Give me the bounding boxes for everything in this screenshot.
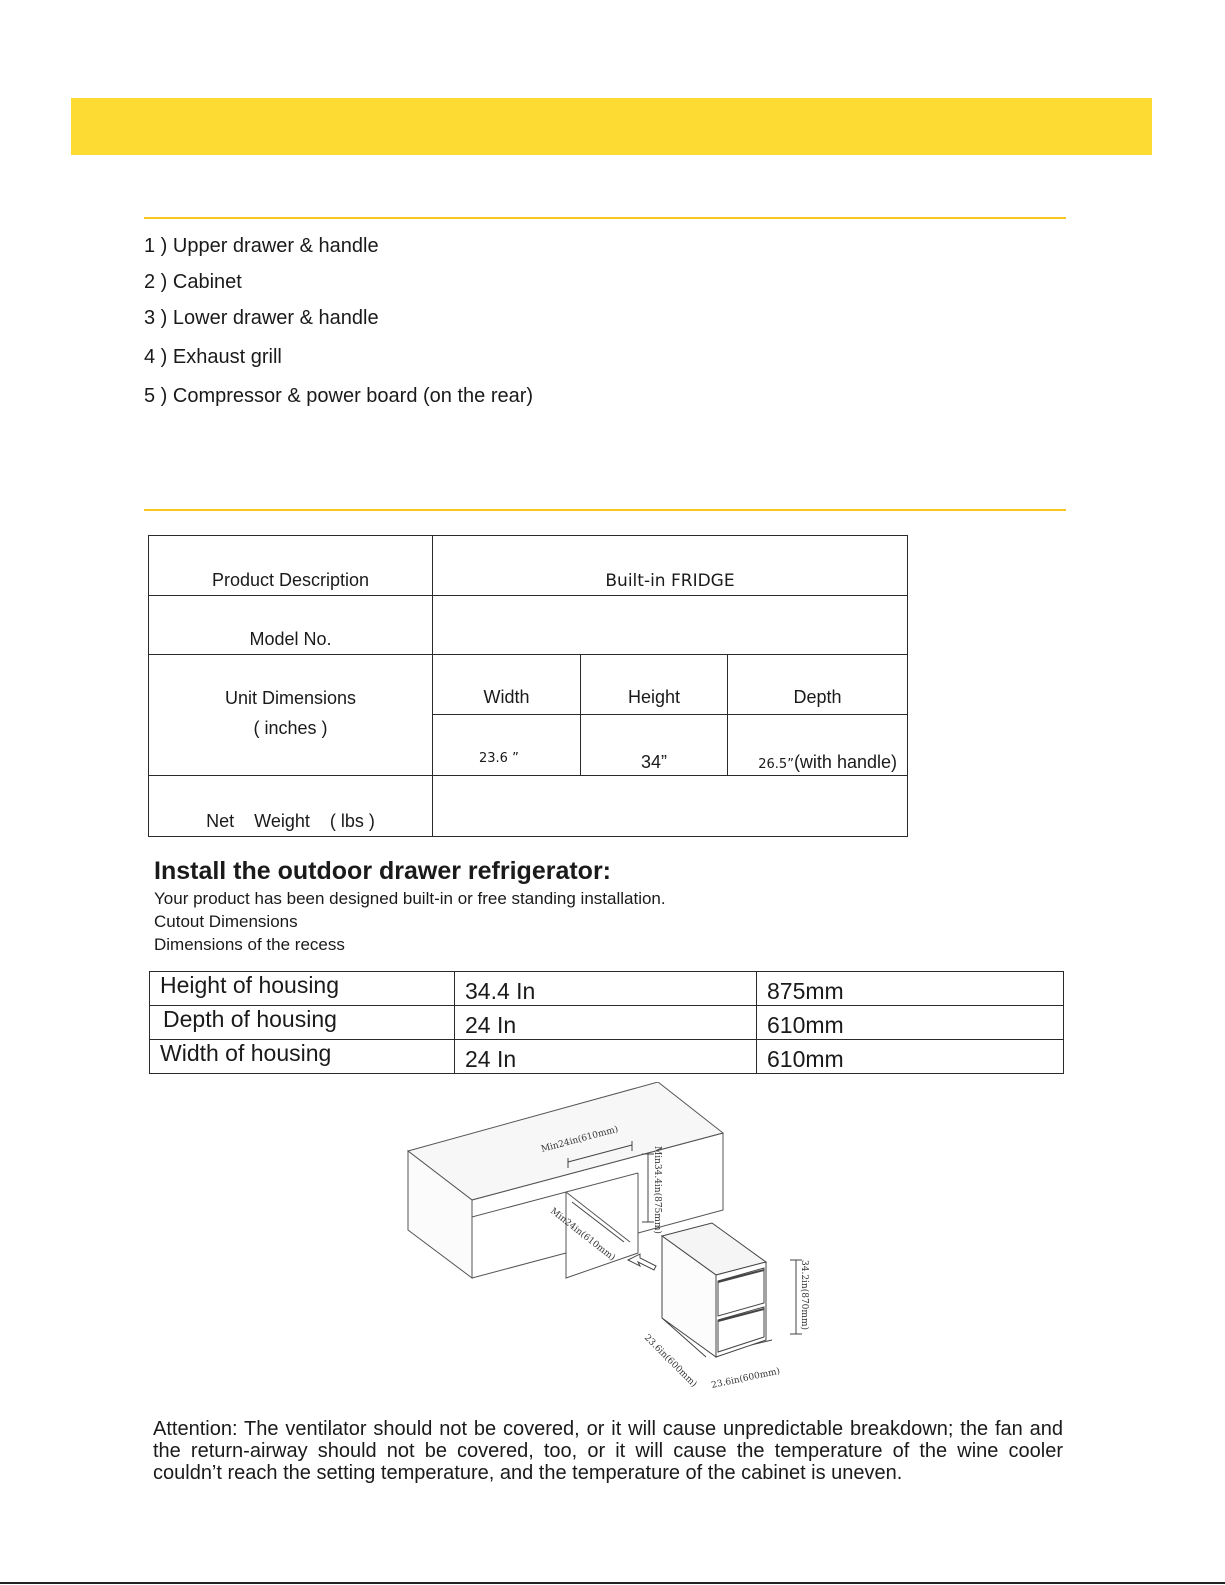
spec-row-dimension-headers xyxy=(149,655,908,715)
unit-height-label: 34.2in(870mm) xyxy=(799,1260,809,1330)
housing-table xyxy=(149,971,1064,1074)
housing-mm: 610mm xyxy=(757,1006,1064,1040)
part-item-lower-drawer: 3 ) Lower drawer & handle xyxy=(144,307,379,329)
model-value xyxy=(433,596,908,655)
depth-note: (with handle) xyxy=(793,752,897,772)
housing-inches: 24 In xyxy=(455,1006,757,1040)
spec-table xyxy=(148,535,908,837)
page-bottom-rule xyxy=(0,1582,1225,1584)
housing-row-depth xyxy=(150,1006,1064,1040)
attention-notice: Attention: The ventilator should not be covered, or it will cause unpredictable breakdown; the fan and the return-airway should not be covered, too, or it will cause the temperature of the wine cooler couldn’t reach the setting temperature, and the temperature of the cabinet is uneven. xyxy=(153,1418,1063,1484)
install-intro: Your product has been designed built-in or free standing installation. xyxy=(154,889,666,908)
spec-row-weight xyxy=(149,776,908,837)
model-label: Model No. xyxy=(149,596,433,655)
housing-row-height xyxy=(150,972,1064,1006)
unit-width-label: 23.6in(600mm) xyxy=(710,1366,782,1391)
width-value: 23.6 ” xyxy=(479,751,519,766)
part-item-compressor: 5 ) Compressor & power board (on the rear) xyxy=(144,385,534,407)
height-value: 34” xyxy=(581,715,728,776)
part-item-upper-drawer: 1 ) Upper drawer & handle xyxy=(144,235,379,257)
housing-label: Width of housing xyxy=(150,1040,455,1074)
width-value-cell xyxy=(433,715,581,776)
housing-row-width xyxy=(150,1040,1064,1074)
insert-arrow-icon xyxy=(628,1254,656,1270)
recess-dimensions-label: Dimensions of the recess xyxy=(154,935,345,954)
dimensions-label: Unit Dimensions xyxy=(224,688,357,708)
housing-inches: 34.4 In xyxy=(455,972,757,1006)
weight-value xyxy=(433,776,908,837)
part-item-exhaust-grill: 4 ) Exhaust grill xyxy=(144,346,282,368)
install-title: Install the outdoor drawer refrigerator: xyxy=(154,857,612,885)
spec-row-model xyxy=(149,596,908,655)
housing-label: Height of housing xyxy=(150,972,455,1006)
weight-label: Net Weight ( lbs ) xyxy=(149,776,433,837)
height-header: Height xyxy=(581,655,728,715)
recess-height-label: Min34.4in(875mm) xyxy=(652,1146,662,1234)
depth-value-cell xyxy=(728,715,908,776)
spec-divider xyxy=(144,509,1066,511)
installation-diagram xyxy=(400,1082,830,1407)
width-header: Width xyxy=(433,655,581,715)
fridge-unit xyxy=(662,1223,766,1357)
product-description-label: Product Description xyxy=(149,536,433,596)
dimensions-label-cell xyxy=(149,655,433,776)
housing-mm: 875mm xyxy=(757,972,1064,1006)
part-item-cabinet: 2 ) Cabinet xyxy=(144,271,242,293)
unit-depth-label: 23.6in(600mm) xyxy=(641,1333,699,1390)
spec-row-description xyxy=(149,536,908,596)
recess-depth-label: Min24in(610mm) xyxy=(548,1206,617,1264)
housing-mm: 610mm xyxy=(757,1040,1064,1074)
housing-inches: 24 In xyxy=(455,1040,757,1074)
recess-width-label: Min24in(610mm) xyxy=(540,1124,620,1155)
depth-value: 26.5” xyxy=(758,757,794,772)
depth-header: Depth xyxy=(728,655,908,715)
product-description-value: Built-in FRIDGE xyxy=(433,536,908,596)
housing-label: Depth of housing xyxy=(150,1006,455,1040)
header-band xyxy=(71,98,1152,155)
cutout-dimensions-label: Cutout Dimensions xyxy=(154,912,298,931)
dimensions-unit: ( inches ) xyxy=(253,718,328,738)
parts-divider xyxy=(144,217,1066,219)
